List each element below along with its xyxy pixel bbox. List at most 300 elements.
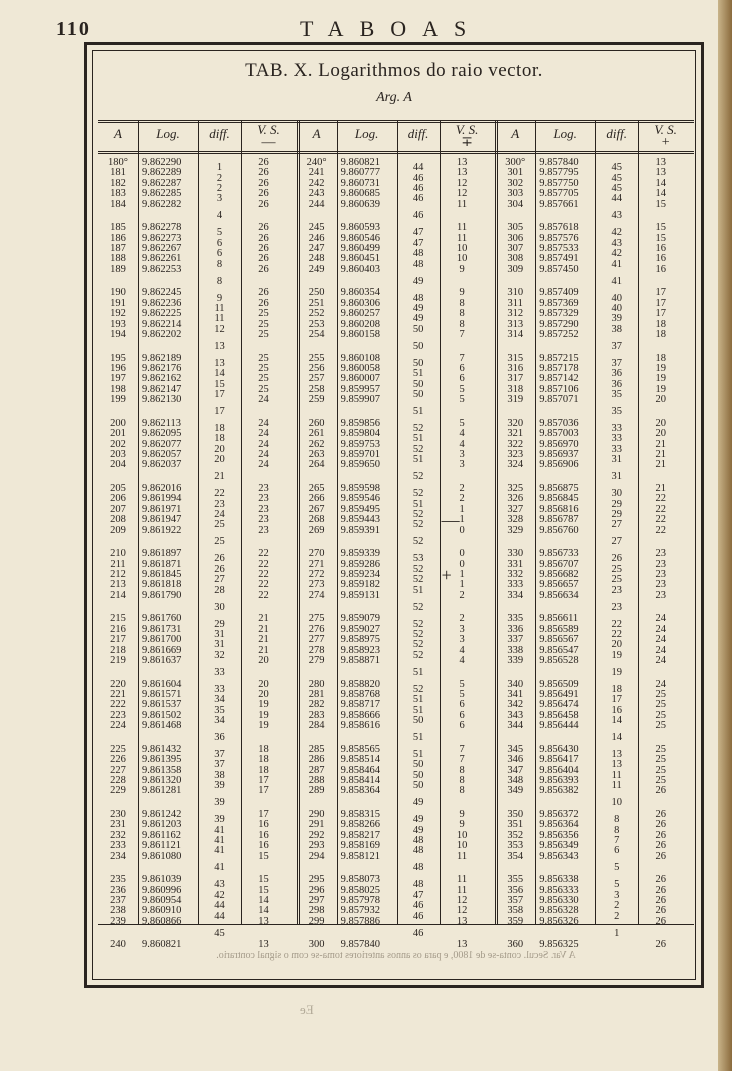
table-row-log: 9.857886 (340, 915, 380, 927)
table-row-vs: 13 (456, 167, 468, 179)
table-row-vs: 1 (459, 579, 465, 591)
table-row-vs: 11 (457, 222, 468, 234)
table-row-diff: 24 (214, 509, 225, 520)
table-row-arg: 247 (308, 243, 325, 254)
table-row-vs: 21 (258, 623, 269, 635)
table-row-arg: 236 (110, 884, 126, 896)
table-row-vs: 11 (457, 874, 468, 886)
table-row-diff: 25 (214, 536, 225, 548)
table-row-arg: 230 (110, 809, 126, 820)
table-row-vs: 24 (258, 394, 269, 406)
table-row-log: 9.859286 (340, 558, 380, 570)
signature-mark-bleed: Ee (300, 1002, 314, 1017)
table-row-vs: 25 (258, 329, 269, 340)
table-row-diff: 8 (614, 824, 620, 836)
table-row-vs: 26 (655, 915, 666, 927)
table-row-arg: 220 (110, 678, 126, 690)
table-row-diff: 46 (412, 900, 424, 912)
table-row-vs: 26 (655, 874, 666, 886)
table-row-diff: 52 (412, 601, 424, 613)
table-row-diff: 21 (214, 471, 225, 483)
table-row-vs: 19 (258, 709, 269, 721)
table-row-arg: 338 (507, 644, 524, 656)
table-row-log: 9.861121 (142, 840, 181, 852)
table-row-diff: 48 (412, 835, 424, 846)
table-row-log: 9.856657 (539, 579, 579, 591)
table-row-vs: 14 (258, 905, 269, 917)
table-row-log: 9.862236 (142, 297, 182, 309)
table-row-diff: 36 (611, 378, 622, 390)
table-row-log: 9.856364 (539, 819, 579, 831)
table-row-arg: 238 (110, 905, 126, 917)
table-row-arg: 336 (507, 623, 524, 635)
table-row-log: 9.858217 (340, 829, 380, 841)
table-row-diff: 46 (412, 193, 424, 205)
table-row-diff: 52 (412, 536, 424, 548)
table-row-vs: 21 (655, 449, 666, 460)
table-row-arg: 324 (507, 459, 524, 471)
table-row-vs: 23 (655, 589, 666, 601)
table-row-arg: 214 (110, 589, 126, 601)
table-row-arg: 240° (306, 157, 327, 168)
table-row-vs: 23 (258, 503, 269, 515)
table-row-diff: 50 (412, 378, 424, 390)
table-row-arg: 345 (507, 743, 524, 755)
table-row-vs: 8 (459, 775, 465, 786)
column-header-vs: V. S. (455, 122, 479, 137)
table-row-diff: 27 (611, 519, 622, 531)
table-row-arg: 330 (507, 548, 524, 560)
table-row-log: 9.860731 (340, 177, 380, 189)
table-row-diff: 47 (412, 227, 424, 239)
table-row-log: 9.856589 (539, 623, 579, 635)
table-row-log: 9.857142 (539, 373, 579, 385)
vs-sign-header: + (661, 135, 670, 150)
table-row-vs: 5 (459, 383, 465, 395)
table-row-arg: 248 (308, 253, 325, 265)
table-row-arg: 315 (507, 352, 524, 364)
table-row-log: 9.857409 (539, 287, 579, 299)
table-row-diff: 49 (412, 797, 424, 809)
table-row-arg: 351 (507, 819, 524, 831)
table-row-vs: 5 (459, 394, 465, 406)
table-row-diff: 11 (214, 303, 225, 314)
table-row-log: 9.862289 (142, 167, 182, 179)
table-row-vs: 9 (459, 287, 465, 299)
table-row-diff: 37 (611, 340, 622, 352)
table-row-arg: 357 (507, 895, 524, 906)
table-row-vs: 0 (459, 548, 465, 560)
table-row-log: 9.862285 (142, 188, 182, 200)
table-row-diff: 41 (611, 275, 622, 287)
table-row-arg: 309 (507, 263, 524, 275)
table-row-diff: 4 (216, 210, 223, 222)
table-row-log: 9.859079 (340, 613, 380, 625)
table-row-arg: 255 (308, 352, 325, 364)
table-row-diff: 37 (214, 759, 225, 771)
table-row-diff: 52 (412, 563, 424, 575)
table-row-arg: 323 (507, 449, 524, 460)
table-row-diff: 45 (214, 927, 225, 939)
table-row-arg: 244 (308, 198, 325, 210)
table-row-vs: 6 (459, 373, 465, 385)
table-row-log: 9.860108 (340, 352, 380, 364)
table-row-diff: 13 (611, 759, 622, 771)
table-row-diff: 44 (214, 900, 225, 912)
table-row-arg: 221 (110, 689, 126, 700)
table-row-diff: 47 (412, 889, 424, 901)
table-row-diff: 52 (412, 574, 424, 586)
table-row-diff: 52 (412, 649, 424, 661)
table-row-arg: 260 (308, 417, 325, 429)
table-row-arg: 190 (110, 287, 126, 299)
table-row-arg: 291 (308, 819, 325, 831)
table-row-log: 9.859546 (340, 493, 380, 505)
table-row-vs: 8 (459, 308, 465, 320)
table-row-log: 9.856567 (539, 634, 579, 646)
table-row-log: 9.862189 (142, 352, 182, 364)
table-row-log: 9.861502 (142, 709, 182, 721)
table-row-log: 9.859443 (340, 514, 380, 526)
table-row-diff: 33 (214, 683, 225, 695)
table-row-vs: 21 (258, 613, 269, 625)
table-row-diff: 46 (412, 210, 424, 222)
table-row-arg: 208 (110, 514, 126, 526)
table-row-log: 9.857215 (539, 352, 579, 364)
table-row-arg: 223 (110, 709, 126, 721)
table-row-log: 9.861971 (142, 503, 182, 515)
table-row-log: 9.857750 (539, 177, 579, 189)
table-row-arg: 312 (507, 308, 524, 320)
table-row-log: 9.861571 (142, 689, 182, 700)
table-row-vs: 26 (258, 243, 269, 254)
table-row-vs: 6 (459, 709, 465, 721)
table-row-vs: 21 (655, 459, 666, 471)
table-row-log: 9.861242 (142, 809, 182, 820)
table-row-diff: 19 (611, 666, 622, 678)
table-row-log: 9.861432 (142, 743, 182, 755)
table-row-diff: 49 (412, 313, 424, 325)
table-row-log: 9.858616 (340, 720, 380, 732)
table-row-diff: 50 (412, 780, 424, 792)
table-row-diff: 51 (412, 666, 424, 678)
table-row-log: 9.858315 (340, 809, 380, 820)
table-row-diff: 45 (611, 172, 622, 184)
table-row-log: 9.856509 (539, 678, 579, 690)
table-row-vs: 12 (456, 895, 468, 906)
table-row-arg: 335 (507, 613, 524, 625)
table-row-log: 9.859650 (340, 459, 380, 471)
table-row-log: 9.856393 (539, 775, 579, 786)
table-row-arg: 240 (110, 939, 126, 951)
table-row-log: 9.857450 (539, 263, 579, 275)
table-row-log: 9.858025 (340, 884, 380, 896)
table-row-vs: 5 (459, 689, 465, 700)
table-row-diff: 2 (614, 910, 620, 922)
table-row-diff: 11 (611, 769, 622, 781)
table-row-vs: 26 (258, 287, 269, 299)
table-row-log: 9.858073 (340, 874, 380, 886)
table-row-log: 9.856343 (539, 850, 579, 862)
column-header-vs: V. S. (654, 122, 677, 137)
column-header-log: Log. (553, 126, 577, 141)
table-row-arg: 197 (110, 373, 126, 385)
table-row-vs: 26 (655, 884, 666, 896)
table-row-vs: 24 (258, 428, 269, 440)
table-row-log: 9.858666 (340, 709, 380, 721)
table-row-log: 9.858266 (340, 819, 380, 831)
table-row-log: 9.860685 (340, 188, 380, 200)
table-row-arg: 241 (308, 167, 325, 179)
table-row-diff: 5 (614, 862, 620, 874)
table-row-diff: 40 (611, 303, 622, 314)
table-row-vs: 15 (655, 198, 666, 210)
table-row-vs: 12 (456, 905, 468, 917)
page-number: 110 (56, 18, 91, 40)
table-row-arg: 293 (308, 840, 325, 852)
table-row-diff: 41 (214, 845, 225, 857)
table-row-arg: 233 (110, 840, 126, 852)
table-row-log: 9.862245 (142, 287, 182, 299)
table-row-diff: 29 (611, 509, 622, 520)
column-header-arg: A (114, 126, 122, 141)
table-row-vs: 15 (655, 232, 666, 244)
table-row-diff: 22 (611, 618, 622, 630)
table-row-arg: 264 (308, 459, 325, 471)
table-row-vs: 26 (655, 939, 666, 951)
table-row-vs: 25 (655, 764, 666, 776)
table-row-log: 9.856906 (539, 459, 579, 471)
table-row-vs: 25 (655, 709, 666, 721)
table-row-arg: 328 (507, 514, 524, 526)
log-table (98, 120, 694, 951)
table-row-vs: 26 (655, 819, 666, 831)
table-row-diff: 38 (214, 769, 225, 781)
table-row-arg: 331 (507, 558, 524, 570)
table-row-diff: 35 (611, 406, 622, 417)
table-row-vs: 13 (456, 939, 468, 951)
table-row-log: 9.856430 (539, 743, 579, 755)
table-row-vs: 25 (655, 720, 666, 732)
minus-sign: — (441, 510, 460, 531)
table-row-arg: 319 (507, 394, 524, 406)
table-row-arg: 301 (507, 167, 524, 179)
table-row-diff: 46 (412, 183, 424, 194)
table-row-arg: 300° (505, 157, 526, 168)
table-row-vs: 14 (655, 177, 666, 189)
table-row-vs: 16 (258, 840, 269, 852)
table-row-diff: 6 (614, 845, 620, 857)
table-row-log: 9.856682 (539, 569, 579, 580)
table-row-vs: 26 (655, 895, 666, 906)
table-row-diff: 20 (611, 639, 622, 651)
table-row-arg: 250 (308, 287, 325, 299)
table-row-log: 9.856937 (539, 449, 579, 460)
table-row-vs: 23 (258, 514, 269, 526)
table-row-vs: 26 (258, 253, 269, 265)
table-row-arg: 332 (507, 569, 524, 580)
table-row-arg: 274 (308, 589, 325, 601)
table-row-arg: 286 (308, 754, 325, 766)
table-row-arg: 316 (507, 363, 524, 374)
table-row-diff: 52 (412, 423, 424, 434)
table-row-log: 9.861790 (142, 589, 182, 601)
table-row-vs: 9 (459, 263, 465, 275)
table-row-vs: 24 (655, 644, 666, 656)
table-row-arg: 246 (308, 232, 325, 244)
table-row-vs: 17 (258, 785, 269, 797)
table-row-vs: 26 (258, 297, 269, 309)
table-row-diff: 23 (611, 601, 622, 613)
table-row-diff: 45 (611, 162, 622, 174)
table-row-log: 9.861162 (142, 829, 181, 841)
table-row-vs: 22 (258, 558, 269, 570)
table-row-log: 9.857840 (539, 157, 579, 168)
table-row-diff: 36 (611, 368, 622, 380)
table-row-diff: 2 (614, 900, 620, 912)
table-row-arg: 303 (507, 188, 524, 200)
table-row-diff: 8 (216, 275, 223, 287)
table-row-vs: 9 (459, 819, 465, 831)
table-row-log: 9.859027 (340, 623, 380, 635)
table-row-vs: 26 (258, 232, 269, 244)
table-row-arg: 327 (507, 503, 524, 515)
table-row-diff: 2 (216, 183, 223, 194)
table-row-diff: 6 (216, 237, 223, 249)
table-row-vs: 11 (457, 198, 468, 210)
table-row-arg: 302 (507, 177, 524, 189)
table-row-log: 9.862253 (142, 263, 182, 275)
table-row-diff: 52 (412, 443, 424, 455)
table-row-diff: 19 (611, 649, 622, 661)
table-row-arg: 320 (507, 417, 524, 429)
column-header-log: Log. (354, 126, 379, 141)
table-row-arg: 229 (110, 785, 126, 797)
table-row-vs: 26 (655, 840, 666, 852)
footnote-bleed-through: A Var. Secul. conta-se de 1800, e para os annos anteriores toma-se com o signal contrario. (216, 950, 576, 961)
table-row-vs: 26 (258, 198, 269, 210)
table-row-diff: 51 (412, 406, 424, 417)
table-row-diff: 52 (412, 471, 424, 483)
table-row-arg: 207 (110, 503, 126, 515)
table-row-diff: 18 (611, 683, 622, 695)
table-row-arg: 306 (507, 232, 524, 244)
table-row-vs: 14 (655, 188, 666, 200)
table-row-arg: 337 (507, 634, 524, 646)
table-row-log: 9.859804 (340, 428, 380, 440)
table-row-log: 9.860996 (142, 884, 182, 896)
table-row-vs: 2 (459, 613, 465, 625)
table-row-diff: 25 (611, 563, 622, 575)
table-row-log: 9.862095 (142, 428, 182, 440)
table-row-vs: 19 (655, 383, 666, 395)
table-row-vs: 17 (655, 297, 666, 309)
table-row-vs: 26 (655, 829, 666, 841)
table-row-log: 9.860403 (340, 263, 380, 275)
table-row-arg: 294 (308, 850, 325, 862)
table-row-arg: 317 (507, 373, 524, 385)
table-row-diff: 23 (611, 584, 622, 596)
table-row-log: 9.861320 (142, 775, 182, 786)
table-row-diff: 51 (412, 749, 424, 760)
table-row-log: 9.859391 (340, 524, 380, 536)
table-row-vs: 23 (258, 493, 269, 505)
table-row-arg: 298 (308, 905, 325, 917)
table-row-arg: 194 (110, 329, 126, 340)
table-row-arg: 231 (110, 819, 126, 831)
column-header-diff: diff. (606, 126, 627, 141)
table-row-diff: 28 (214, 584, 225, 596)
table-row-vs: 26 (655, 905, 666, 917)
table-row-vs: 19 (258, 720, 269, 732)
table-row-arg: 358 (507, 905, 524, 917)
table-row-log: 9.861922 (142, 524, 182, 536)
table-row-arg: 318 (507, 383, 524, 395)
table-row-diff: 13 (214, 357, 225, 369)
table-row-log: 9.856349 (539, 840, 579, 852)
table-row-log: 9.856474 (539, 699, 579, 711)
running-title: TABOAS (300, 16, 483, 41)
table-row-vs: 24 (655, 623, 666, 635)
table-row-log: 9.856707 (539, 558, 579, 570)
table-row-arg: 239 (110, 915, 126, 927)
table-row-log: 9.856382 (539, 785, 579, 797)
table-row-log: 9.860910 (142, 905, 182, 917)
table-row-log: 9.859907 (340, 394, 380, 406)
table-row-diff: 50 (412, 323, 424, 335)
table-row-arg: 191 (110, 297, 126, 309)
table-row-vs: 25 (655, 743, 666, 755)
table-row-vs: 2 (459, 493, 465, 505)
table-row-diff: 1 (216, 162, 223, 174)
table-row-arg: 355 (507, 874, 524, 886)
table-row-diff: 42 (611, 227, 622, 239)
table-row-arg: 356 (507, 884, 524, 896)
vs-sign-header: ∓ (461, 135, 473, 150)
table-row-log: 9.861871 (142, 558, 182, 570)
table-row-log: 9.860777 (340, 167, 380, 179)
table-row-diff: 52 (412, 629, 424, 640)
table-row-arg: 347 (507, 764, 524, 776)
table-row-diff: 29 (611, 498, 622, 510)
table-row-log: 9.861039 (142, 874, 182, 886)
table-row-diff: 25 (611, 574, 622, 586)
table-row-arg: 189 (110, 263, 126, 275)
table-row-log: 9.856816 (539, 503, 579, 515)
table-row-vs: 7 (459, 352, 465, 364)
table-row-diff: 52 (412, 618, 424, 630)
table-row-log: 9.861818 (142, 579, 182, 591)
table-row-diff: 33 (611, 423, 622, 434)
table-row-vs: 3 (459, 634, 465, 646)
table-row-diff: 26 (214, 563, 225, 575)
table-row-arg: 186 (110, 232, 126, 244)
table-row-diff: 29 (214, 618, 225, 630)
table-row-diff: 46 (412, 927, 424, 939)
table-row-diff: 14 (611, 732, 622, 743)
table-row-log: 9.859131 (340, 589, 380, 601)
table-row-log: 9.860499 (340, 243, 380, 254)
table-row-arg: 308 (507, 253, 524, 265)
table-row-vs: 4 (459, 438, 465, 450)
table-row-vs: 26 (258, 263, 269, 275)
table-row-vs: 22 (655, 514, 666, 526)
table-row-vs: 16 (258, 829, 269, 841)
table-row-arg: 232 (110, 829, 126, 841)
table-row-diff: 51 (412, 368, 424, 380)
plus-sign: + (441, 565, 452, 585)
table-row-vs: 23 (655, 579, 666, 591)
